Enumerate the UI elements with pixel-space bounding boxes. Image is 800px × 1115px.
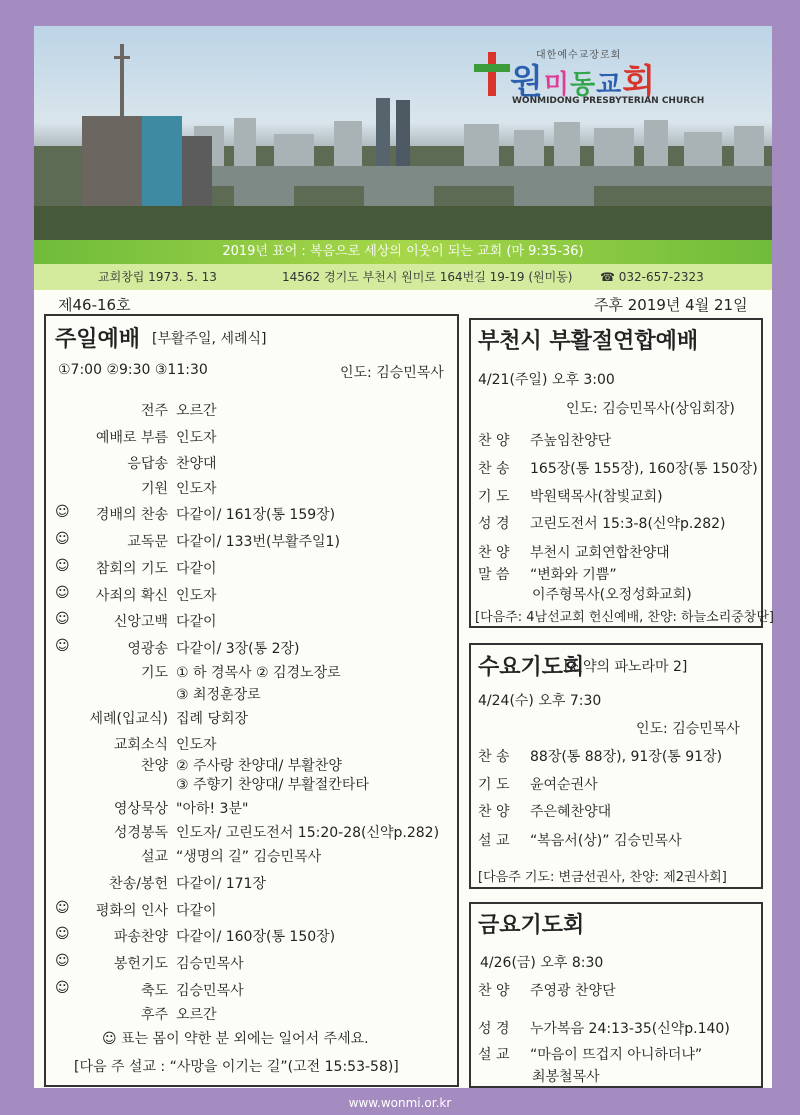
- easter-row-key: 찬 양: [478, 433, 510, 449]
- worship-item-label: 성경봉독: [113, 825, 168, 841]
- worship-item-value: 다같이/ 171장: [176, 876, 266, 892]
- easter-preacher: 이주형목사(오정성화교회): [532, 587, 692, 603]
- easter-row-value: “변화와 기쁨”: [530, 567, 617, 583]
- logo-english-name: WONMIDONG PRESBYTERIAN CHURCH: [512, 96, 705, 106]
- wednesday-row-key: 찬 양: [478, 804, 510, 820]
- worship-item-value: 다같이: [176, 903, 217, 919]
- worship-item-label: 봉헌기도: [113, 956, 168, 972]
- sunday-subtitle: [부활주일, 세례식]: [152, 331, 267, 347]
- worship-item-value: 오르간: [176, 1007, 217, 1023]
- friday-title: 금요기도회: [478, 913, 585, 938]
- worship-item-value: ③ 주향기 찬양대/ 부활절칸타타: [176, 777, 369, 793]
- worship-item-label: 전주: [140, 403, 168, 419]
- worship-item-label: 교독문: [127, 534, 168, 550]
- worship-item-value: ② 주사랑 찬양대/ 부활찬양: [176, 758, 342, 774]
- wednesday-row-value: 윤여순권사: [530, 777, 598, 793]
- smile-icon: ☺: [55, 531, 70, 547]
- easter-row-value: 박원택목사(참빛교회): [530, 489, 663, 505]
- logo-denomination: 대한예수교장로회: [536, 50, 622, 61]
- worship-item-value: 다같이/ 3장(통 2장): [176, 641, 300, 657]
- wednesday-leader: 인도: 김승민목사: [636, 721, 740, 737]
- smile-icon: ☺: [55, 558, 70, 574]
- cross-icon: [474, 52, 510, 96]
- friday-when: 4/26(금) 오후 8:30: [480, 955, 604, 971]
- worship-item-value: 김승민목사: [176, 956, 244, 972]
- smile-icon: ☺: [55, 638, 70, 654]
- worship-item-label: 영광송: [127, 641, 168, 657]
- easter-title: 부천시 부활절연합예배: [478, 329, 699, 354]
- church-logo: [474, 46, 714, 116]
- worship-item-value: ③ 최정훈장로: [176, 687, 261, 703]
- standing-note: ☺ 표는 몸이 약한 분 외에는 일어서 주세요.: [102, 1031, 369, 1047]
- church-info-bar: [34, 264, 772, 290]
- worship-item-label: 기원: [140, 481, 168, 497]
- easter-row-value: 고린도전서 15:3-8(신약p.282): [530, 516, 726, 532]
- smile-icon: ☺: [55, 980, 70, 996]
- issue-date: 주후 2019년 4월 21일: [594, 296, 748, 314]
- worship-item-value: 인도자/ 고린도전서 15:20-28(신약p.282): [176, 825, 440, 841]
- wednesday-title: 수요기도회: [478, 655, 585, 680]
- wednesday-subtitle: [신약의 파노라마 2]: [564, 659, 688, 675]
- easter-row-key: 성 경: [478, 516, 510, 532]
- worship-item-label: 예배로 부름: [95, 430, 168, 446]
- sunday-title: 주일예배: [55, 327, 141, 352]
- worship-item-value: “생명의 길” 김승민목사: [176, 849, 322, 865]
- worship-item-value: 인도자: [176, 588, 217, 604]
- easter-next: [다음주: 4남선교회 헌신예배, 찬양: 하늘소리중창단]: [475, 610, 774, 625]
- easter-row-key: 말 씀: [478, 567, 510, 583]
- next-sermon: [다음 주 설교 : “사망을 이기는 길”(고전 15:53-58)]: [74, 1059, 399, 1075]
- worship-item-value: 집례 당회장: [176, 711, 249, 727]
- worship-item-label: 설교: [140, 849, 168, 865]
- church-address: 14562 경기도 부천시 원미로 164번길 19-19 (원미동): [282, 270, 573, 284]
- smile-icon: ☺: [55, 953, 70, 969]
- friday-row-key: 설 교: [478, 1047, 510, 1063]
- worship-item-label: 경배의 찬송: [95, 507, 168, 523]
- worship-item-value: 찬양대: [176, 456, 217, 472]
- worship-item-value: 인도자: [176, 737, 217, 753]
- yearly-motto: 2019년 표어 : 복음으로 세상의 이웃이 되는 교회 (마 9:35-36): [34, 240, 772, 264]
- worship-item-label: 찬양: [140, 758, 168, 774]
- easter-row-value: 165장(통 155장), 160장(통 150장): [530, 461, 758, 477]
- smile-icon: ☺: [55, 611, 70, 627]
- friday-preacher: 최봉철목사: [532, 1069, 600, 1085]
- worship-item-label: 사죄의 확신: [95, 588, 168, 604]
- smile-icon: ☺: [55, 900, 70, 916]
- worship-item-label: 파송찬양: [113, 929, 168, 945]
- wednesday-row-value: 주은혜찬양대: [530, 804, 612, 820]
- worship-item-value: 다같이/ 161장(통 159장): [176, 507, 336, 523]
- worship-item-label: 후주: [140, 1007, 168, 1023]
- easter-when: 4/21(주일) 오후 3:00: [478, 372, 615, 388]
- smile-icon: ☺: [55, 926, 70, 942]
- worship-item-label: 기도: [140, 665, 168, 681]
- church-phone: ☎ 032-657-2323: [600, 270, 704, 284]
- friday-row-key: 성 경: [478, 1021, 510, 1037]
- wednesday-when: 4/24(수) 오후 7:30: [478, 693, 602, 709]
- worship-item-value: 다같이/ 133번(부활주일1): [176, 534, 340, 550]
- worship-item-label: 세례(입교식): [89, 711, 168, 727]
- worship-item-value: 인도자: [176, 430, 217, 446]
- worship-item-label: 응답송: [127, 456, 168, 472]
- worship-item-label: 평화의 인사: [95, 903, 168, 919]
- worship-item-label: 축도: [140, 983, 168, 999]
- friday-row-value: 주영광 찬양단: [530, 983, 616, 999]
- worship-item-label: 교회소식: [113, 737, 168, 753]
- wednesday-row-value: “복음서(상)” 김승민목사: [530, 833, 682, 849]
- easter-row-key: 찬 양: [478, 545, 510, 561]
- worship-item-value: "아하! 3분": [176, 801, 249, 817]
- friday-row-value: “마음이 뜨겁지 아니하더냐”: [530, 1047, 703, 1063]
- worship-item-value: ① 하 경목사 ② 김경노장로: [176, 665, 341, 681]
- worship-item-label: 영상묵상: [113, 801, 168, 817]
- worship-item-value: 오르간: [176, 403, 217, 419]
- easter-row-value: 부천시 교회연합찬양대: [530, 545, 670, 561]
- easter-row-value: 주높임찬양단: [530, 433, 612, 449]
- wednesday-row-value: 88장(통 88장), 91장(통 91장): [530, 749, 723, 765]
- logo-church-name: 원미동교회: [510, 62, 657, 102]
- worship-item-value: 다같이: [176, 614, 217, 630]
- service-times: ①7:00 ②9:30 ③11:30: [58, 362, 208, 378]
- wednesday-next: [다음주 기도: 변금선권사, 찬양: 제2권사회]: [478, 870, 727, 885]
- friday-row-key: 찬 양: [478, 983, 510, 999]
- worship-item-value: 김승민목사: [176, 983, 244, 999]
- easter-row-key: 찬 송: [478, 461, 510, 477]
- wednesday-row-key: 찬 송: [478, 749, 510, 765]
- worship-item-value: 인도자: [176, 481, 217, 497]
- smile-icon: ☺: [55, 585, 70, 601]
- worship-item-label: 신앙고백: [113, 614, 168, 630]
- wednesday-row-key: 기 도: [478, 777, 510, 793]
- worship-item-label: 찬송/봉헌: [109, 876, 168, 892]
- easter-leader: 인도: 김승민목사(상임회장): [566, 401, 735, 417]
- sunday-leader: 인도: 김승민목사: [340, 365, 444, 381]
- easter-row-key: 기 도: [478, 489, 510, 505]
- worship-item-value: 다같이: [176, 561, 217, 577]
- friday-row-value: 누가복음 24:13-35(신약p.140): [530, 1021, 730, 1037]
- website-url[interactable]: www.wonmi.or.kr: [348, 1096, 452, 1110]
- founded-date: 교회창립 1973. 5. 13: [98, 270, 217, 284]
- worship-item-value: 다같이/ 160장(통 150장): [176, 929, 336, 945]
- smile-icon: ☺: [55, 504, 70, 520]
- worship-item-label: 참회의 기도: [95, 561, 168, 577]
- issue-number: 제46-16호: [58, 296, 131, 314]
- wednesday-row-key: 설 교: [478, 833, 510, 849]
